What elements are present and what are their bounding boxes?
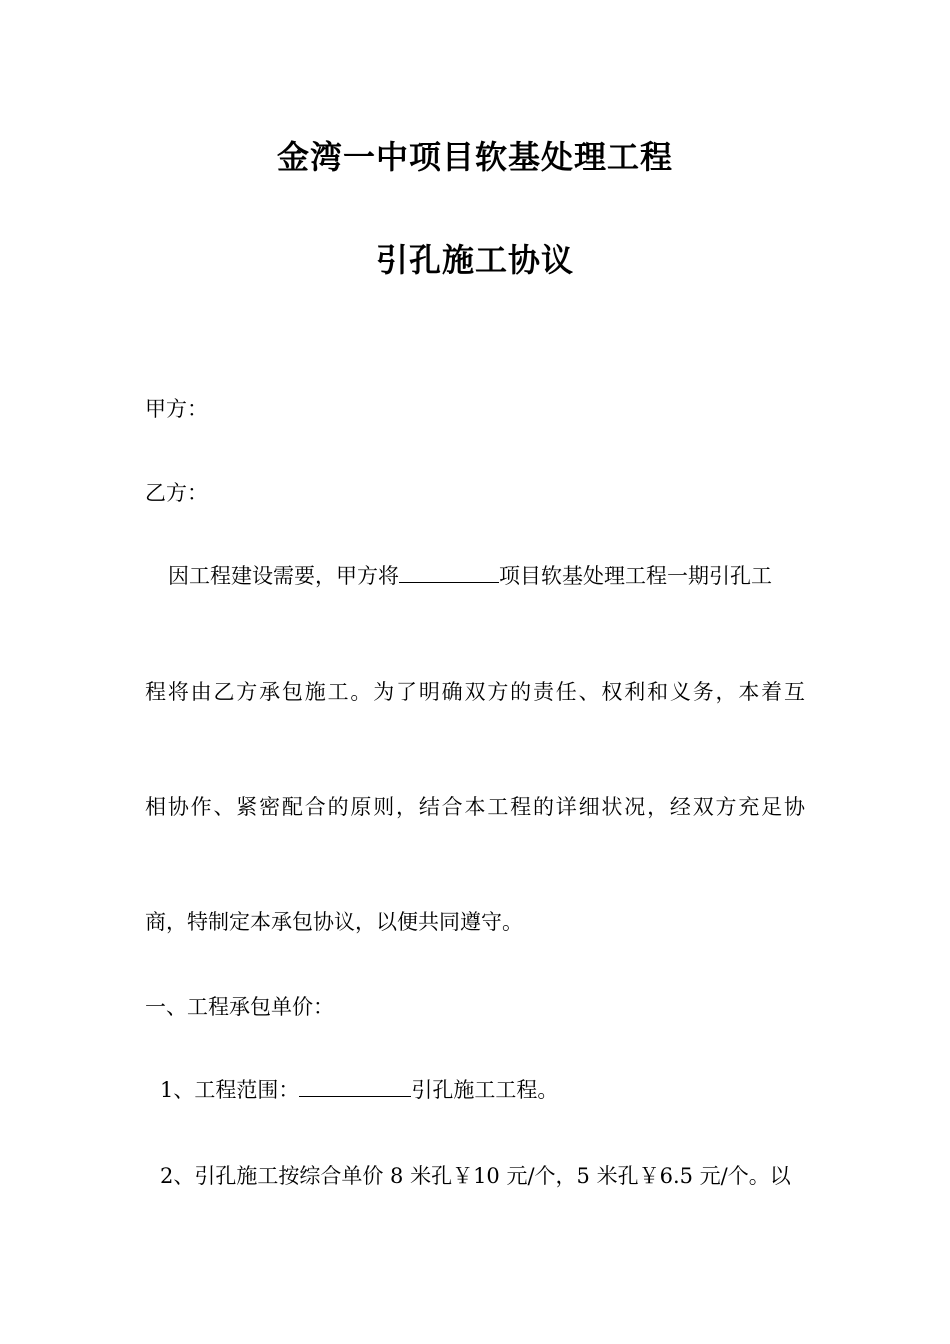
paragraph-line-2: 程将由乙方承包施工。为了明确双方的责任、权利和义务，本着互: [145, 680, 805, 704]
fill-in-blank: [399, 562, 499, 583]
list-item-1: [160, 1076, 558, 1104]
paragraph-line-1: [168, 562, 772, 590]
list-item-2: 2、引孔施工按综合单价 8 米孔￥10 元/个，5 米孔￥6.5 元/个。以: [160, 1164, 791, 1188]
document-title-line1: 金湾一中项目软基处理工程: [276, 138, 673, 176]
document-title-line2: 引孔施工协议: [375, 241, 574, 279]
fill-in-blank: [299, 1076, 411, 1097]
paragraph-text: 因工程建设需要，甲方将: [168, 564, 399, 588]
paragraph-text: 项目软基处理工程一期引孔工: [499, 564, 772, 588]
party-b-label: 乙方：: [145, 481, 208, 505]
paragraph-line-4: 商，特制定本承包协议，以便共同遵守。: [145, 910, 523, 934]
party-a-label: 甲方：: [145, 397, 208, 421]
list-item-text: 引孔施工工程。: [411, 1078, 559, 1102]
section-heading: 一、工程承包单价：: [145, 995, 334, 1019]
list-item-text: 1、工程范围：: [160, 1078, 300, 1102]
paragraph-line-3: 相协作、紧密配合的原则，结合本工程的详细状况，经双方充足协: [145, 795, 805, 819]
